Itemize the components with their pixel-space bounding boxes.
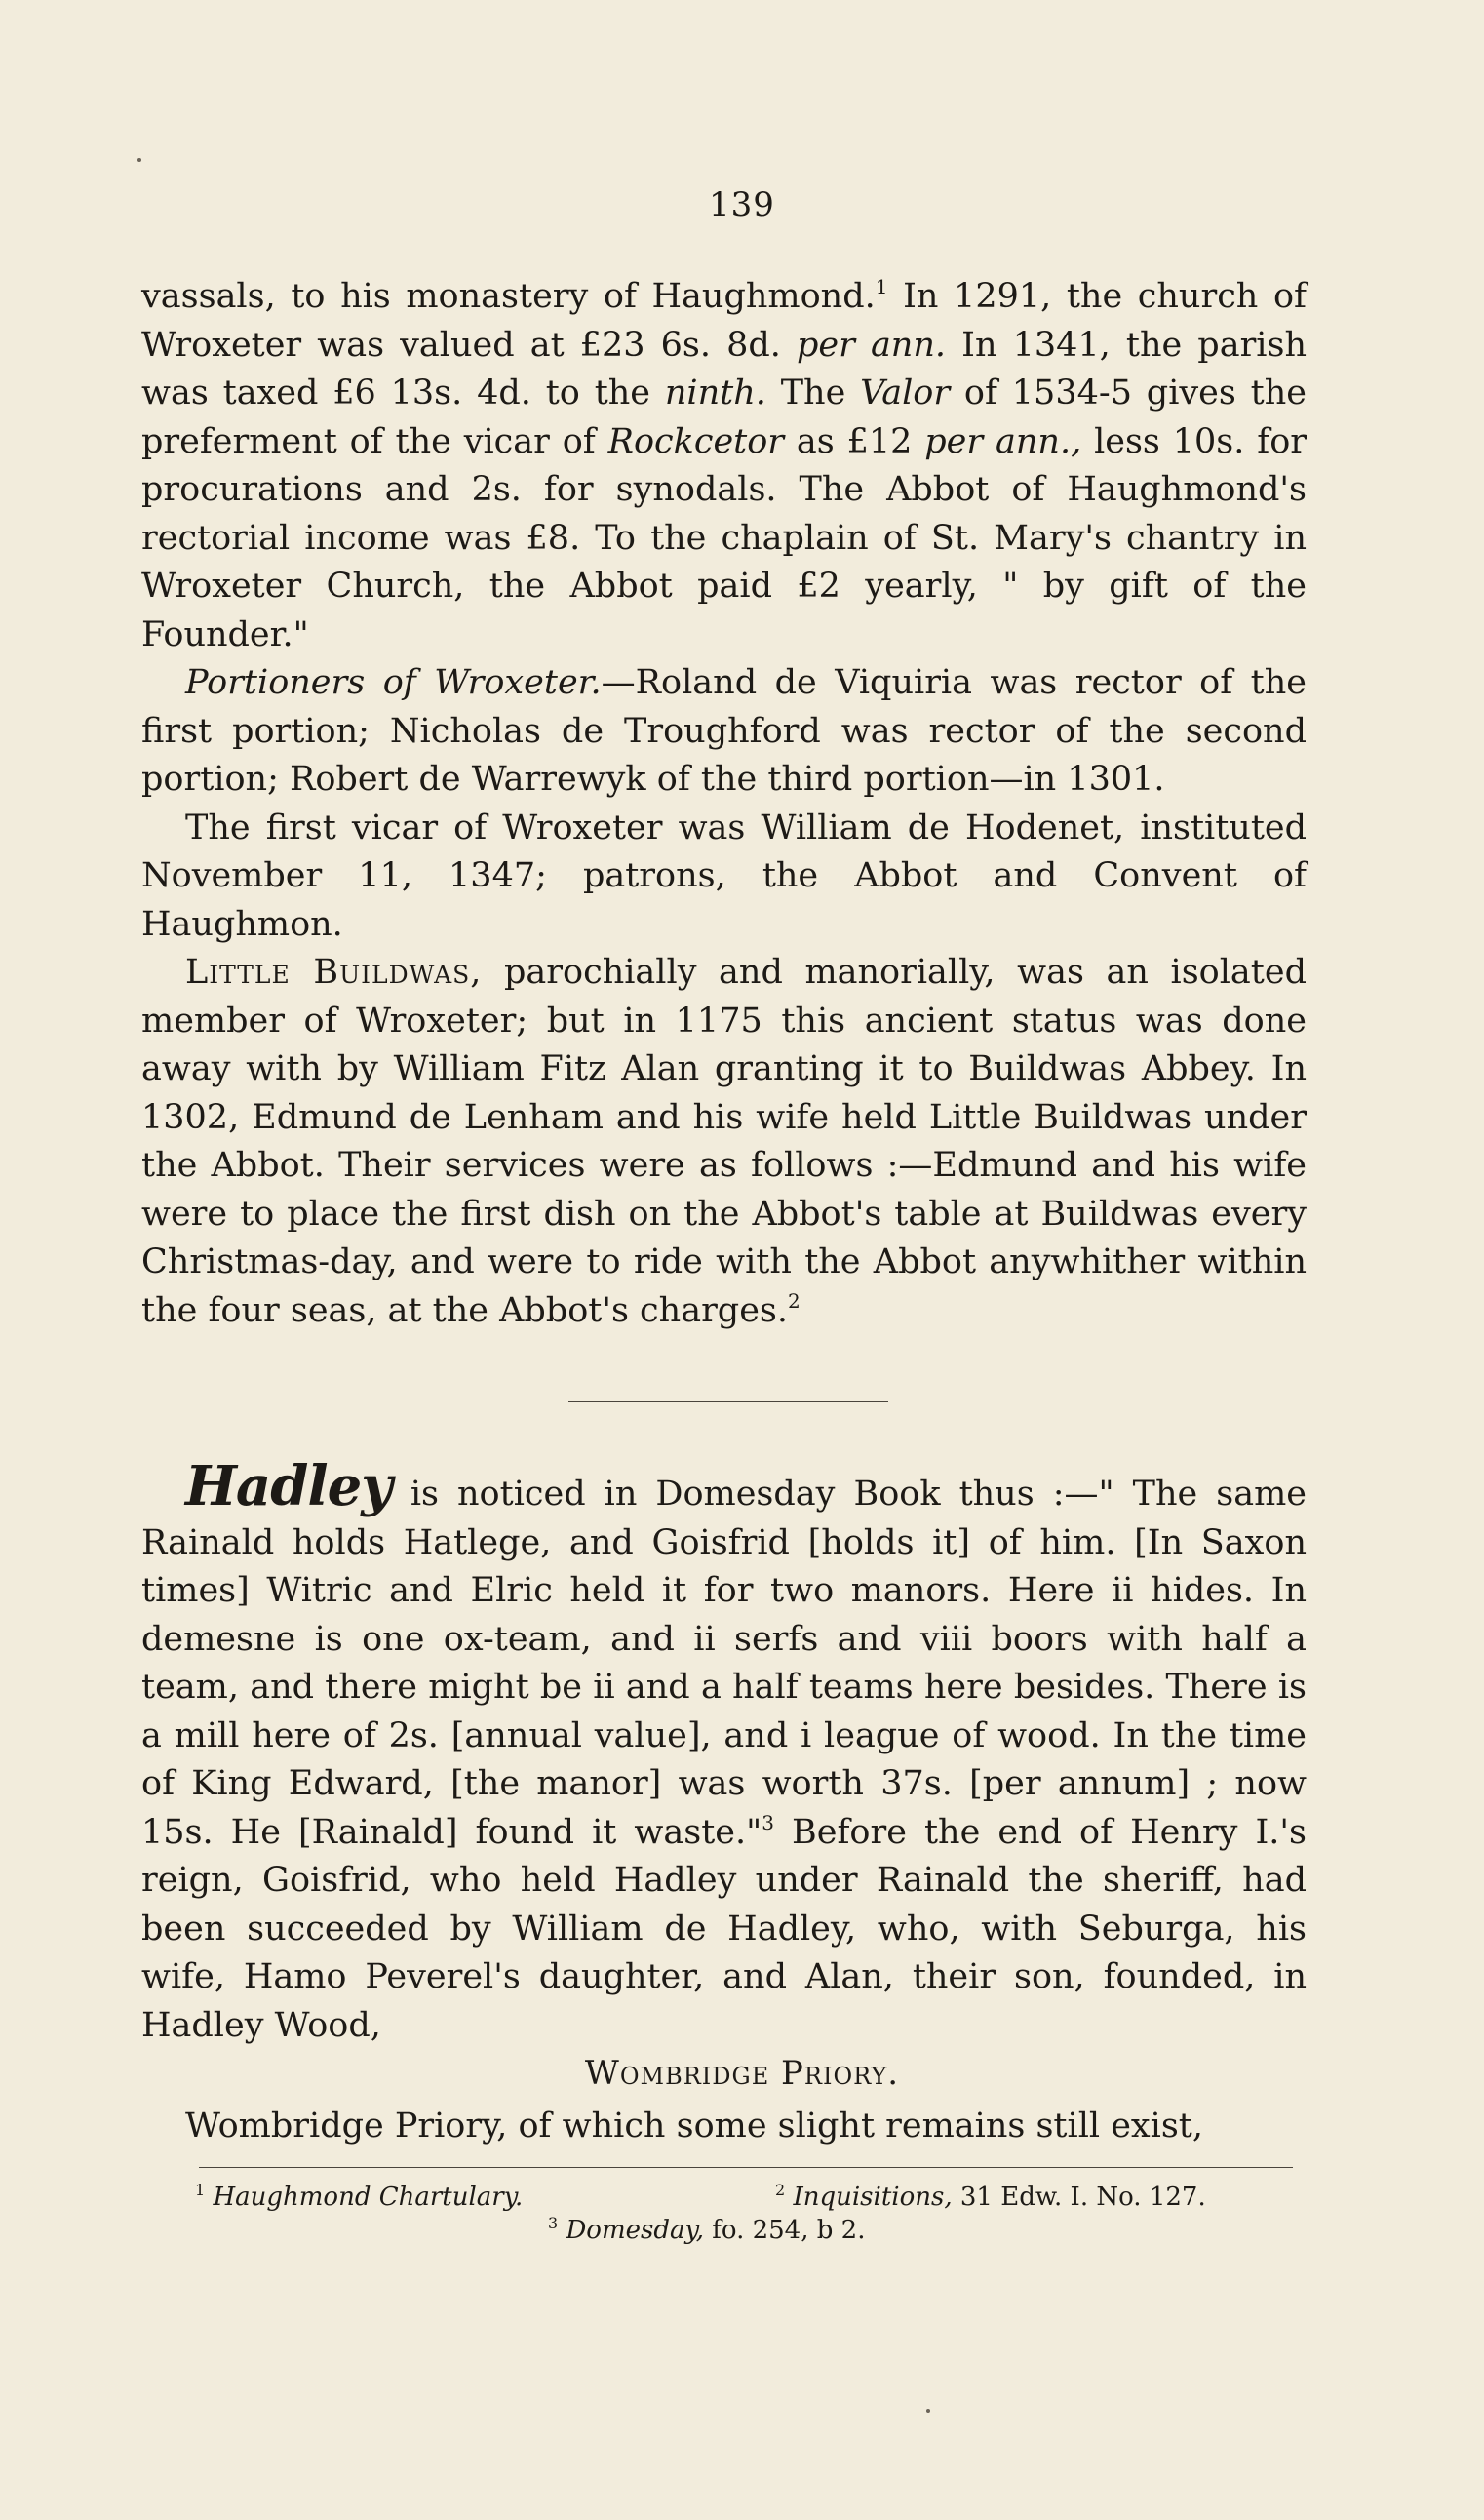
ornate-initial-word: Hadley (185, 1454, 392, 1518)
paper-speck (926, 2409, 930, 2413)
paragraph-wombridge: Wombridge Priory, of which some slight remains still exist, (185, 2107, 1204, 2146)
footnote-ref-3: 3 (762, 1810, 774, 1834)
footnote-rule (199, 2167, 1293, 2168)
footnote-row (195, 2214, 1297, 2247)
footnotes (195, 2181, 1297, 2247)
page-number: 139 (709, 185, 775, 224)
paragraph-first-vicar: The first vicar of Wroxeter was William de Hodenet, instituted November 11, 1347; patrons, the Abbot and Convent of Haughmon. (141, 807, 1307, 944)
footnote-1: $^1$ Haughmond Chartulary. (195, 2181, 524, 2212)
section-heading: Wombridge Priory. (584, 2054, 900, 2093)
paragraph-wroxeter-valuation: vassals, to his monastery of Haughmond.$^1$ In 1291, the church of Wroxeter was valued at £23 6s. 8d. per ann. In 1341, the parish was taxed £6 13s. 4d. to the ninth. The Valor of 1534-5 gives the preferment of the vicar of Rockcetor as £12 per ann., less 10s. for procurations and 2s. for synodals. The Abbot of Haughmond's rectorial income was £8. To the chaplain of St. Mary's chantry in Wroxeter Church, the Abbot paid £2 yearly, " by gift of the Founder." (141, 275, 1308, 654)
footnote-2: $^2$ Inquisitions, 31 Edw. I. No. 127. (775, 2181, 1206, 2212)
footnote-ref-1: 1 (875, 275, 888, 298)
paragraph-little-buildwas: Little Buildwas, parochially and manorially, was an isolated member of Wroxeter; but in 1175 this ancient status was done away with by William Fitz Alan granting it to Buildwas Abbey. In 1302, Edmund de Lenham and his wife held Little Buildwas under the Abbot. Their services were as follows :—Edmund and his wife were to place the first dish on the Abbot's table at Buildwas every Christmas-day, and were to ride with the Abbot anywhither within the four seas, at the Abbot's charges.$^2$ (141, 953, 1307, 1330)
paragraph-hadley: Hadley is noticed in Domesday Book thus :—" The same Rainald holds Hatlege, and Goisfrid [holds it] of him. [In Saxon times] Witric and Elric held it for two manors. Here ii hides. In demesne is one ox-team, and ii serfs and viii boors with half a team, and there might be ii and a half teams here besides. There is a mill here of 2s. [annual value], and i league of wood. In the time of King Edward, [the manor] was worth 37s. [per annum] ; now 15s. He [Rainald] found it waste."$^3$ Before the end of Henry I.'s reign, Goisfrid, who held Hadley under Rainald the sheriff, had been succeeded by William de Hadley, who, with Seburga, his wife, Hamo Peverel's daughter, and Alan, their son, founded, in Hadley Wood, (141, 1454, 1307, 2045)
body-text (141, 273, 1307, 1335)
footnote-3: $^3$ Domesday, fo. 254, b 2. (548, 2214, 866, 2245)
section-divider (568, 1401, 888, 1402)
footnote-row (195, 2181, 1297, 2214)
paper-speck (137, 158, 141, 162)
paragraph-portioners: Portioners of Wroxeter.—Roland de Viquiria was rector of the first portion; Nicholas de Troughford was rector of the second portion; Robert de Warrewyk of the third portion—in 1301. (141, 663, 1307, 799)
body-text-hadley (141, 1454, 1307, 2050)
footnote-ref-2: 2 (788, 1288, 801, 1313)
